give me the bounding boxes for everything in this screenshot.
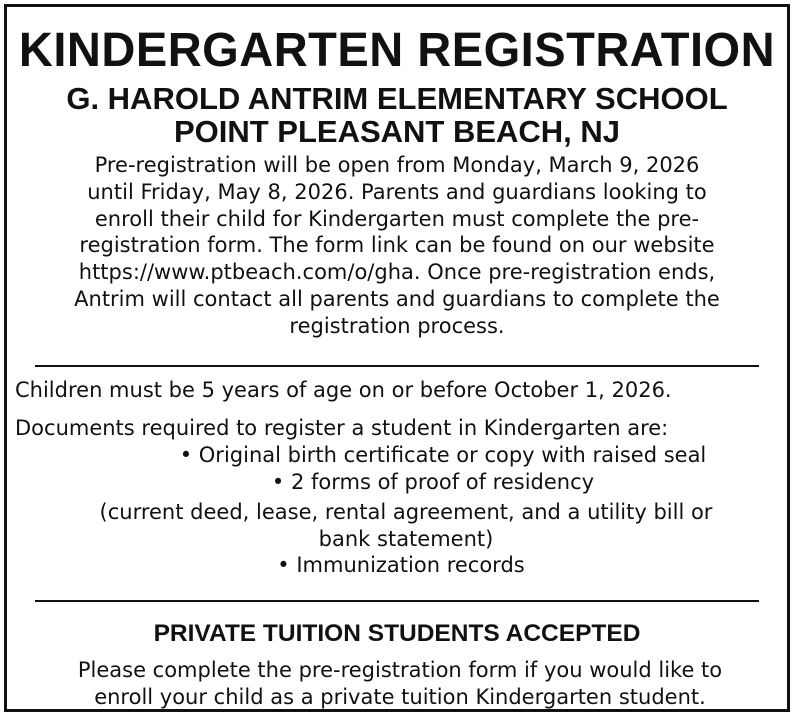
intro-line: registration form. The form link can be found on our website bbox=[79, 233, 715, 258]
intro-line: enroll their child for Kindergarten must complete the pre- bbox=[94, 206, 700, 231]
intro-line: Antrim will contact all parents and guardians to complete the bbox=[74, 286, 720, 311]
divider bbox=[35, 600, 759, 602]
intro-line: registration process. bbox=[289, 313, 505, 338]
divider bbox=[35, 365, 759, 367]
residency-note-line: (current deed, lease, rental agreement, and a utility bill or bbox=[99, 500, 713, 524]
ad-title: KINDERGARTEN REGISTRATION bbox=[18, 24, 776, 77]
private-tuition-heading: PRIVATE TUITION STUDENTS ACCEPTED bbox=[153, 620, 641, 647]
closing-paragraph bbox=[17, 657, 783, 711]
residency-note bbox=[7, 499, 787, 552]
document-item: • Original birth certificate or copy with raised seal bbox=[179, 443, 707, 467]
document-item: • 2 forms of proof of residency bbox=[271, 469, 595, 494]
closing-line: enroll your child as a private tuition Kindergarten student. bbox=[94, 685, 706, 709]
intro-line: until Friday, May 8, 2026. Parents and guardians looking to bbox=[87, 179, 707, 204]
intro-line: Pre-registration will be open from Monday, March 9, 2026 bbox=[94, 153, 700, 177]
school-location: POINT PLEASANT BEACH, NJ bbox=[173, 114, 621, 149]
registration-ad bbox=[4, 4, 790, 712]
residency-note-line: bank statement) bbox=[318, 526, 494, 551]
intro-line: https://www.ptbeach.com/o/gha. Once pre-registration ends, bbox=[78, 260, 716, 285]
intro-paragraph bbox=[19, 152, 775, 340]
documents-list bbox=[7, 442, 787, 579]
age-requirement: Children must be 5 years of age on or before October 1, 2026. bbox=[15, 378, 672, 402]
document-item: • Immunization records bbox=[277, 553, 525, 577]
documents-heading: Documents required to register a student in Kindergarten are: bbox=[15, 416, 669, 440]
closing-line: Please complete the pre-registration form if you would like to bbox=[77, 658, 723, 682]
school-heading bbox=[7, 82, 787, 148]
school-name: G. HAROLD ANTRIM ELEMENTARY SCHOOL bbox=[66, 81, 728, 116]
